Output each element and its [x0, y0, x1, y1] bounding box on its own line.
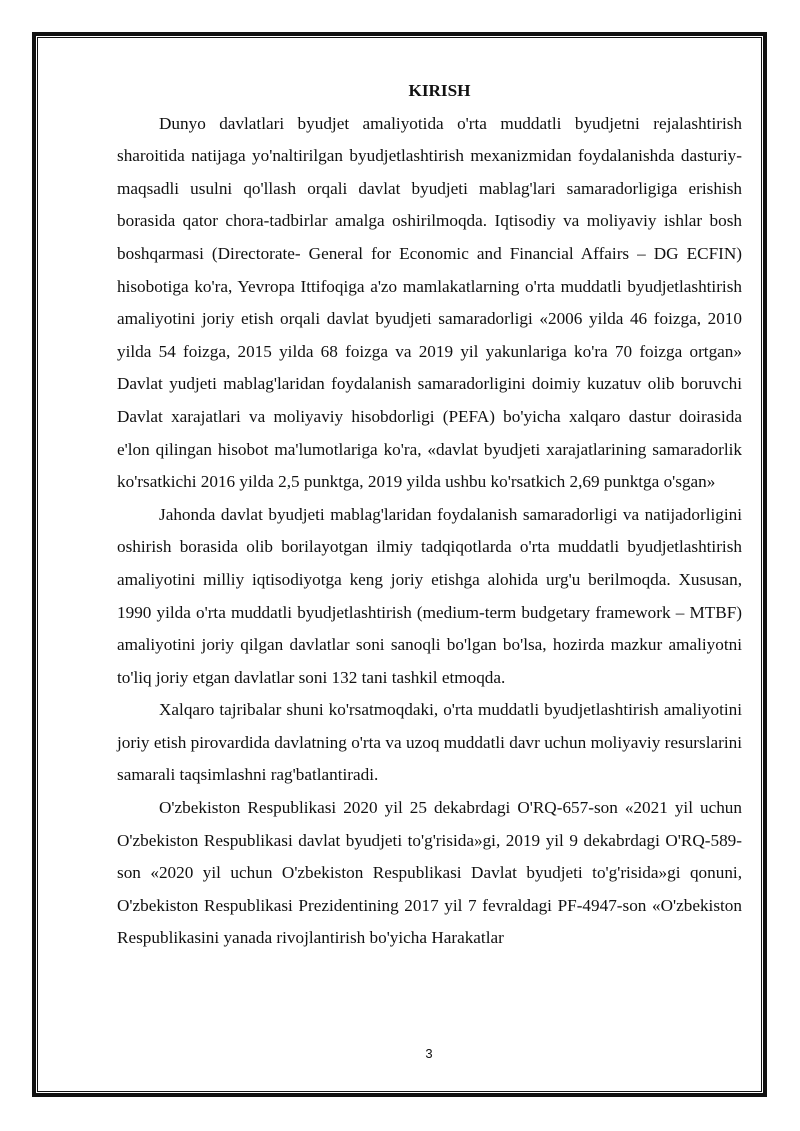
- page-number: 3: [425, 1046, 433, 1061]
- paragraph-1: Dunyo davlatlari byudjet amaliyotida o'rta muddatli byudjetni rejalashtirish sharoitida natijaga yo'naltirilgan byudjetlashtirish mexanizmidan foydalanishda dasturiy-maqsadli usulni qo'llash orqali davlat byudjeti mablag'lari samaradorligiga erishish borasida qator chora-tadbirlar amalga oshirilmoqda. Iqtisodiy va moliyaviy ishlar bosh boshqarmasi (Directorate- General for Economic and Financial Affairs – DG ECFIN) hisobotiga ko'ra, Yevropa Ittifoqiga a'zo mamlakatlarning o'rta muddatli byudjetlashtirish amaliyotini joriy etish orqali davlat byudjeti samaradorligi «2006 yilda 46 foizga, 2010 yilda 54 foizga, 2015 yilda 68 foizga va 2019 yil yakunlariga ko'ra 70 foizga ortgan» Davlat yudjeti mablag'laridan foydalanish samaradorligini doimiy kuzatuv olib boruvchi Davlat xarajatlari va moliyaviy hisobdorligi (PEFA) bo'yicha xalqaro dastur doirasida e'lon qilingan hisobot ma'lumotlariga ko'ra, «davlat byudjeti xarajatlarining samaradorlik ko'rsatkichi 2016 yilda 2,5 punktga, 2019 yilda ushbu ko'rsatkich 2,69 punktga o'sgan»: [117, 113, 742, 492]
- document-title: KIRISH: [408, 81, 471, 100]
- paragraph-2: Jahonda davlat byudjeti mablag'laridan foydalanish samaradorligi va natijadorligini oshirish borasida olib borilayotgan ilmiy tadqiqotlarda o'rta muddatli byudjetlashtirish amaliyotini milliy iqtisodiyotga keng joriy etishga alohida urg'u berilmoqda. Xususan, 1990 yilda o'rta muddatli byudjetlashtirish (medium-term budgetary framework – MTBF) amaliyotini joriy qilgan davlatlar soni sanoqli bo'lgan bo'lsa, hozirda mazkur amaliyotni to'liq joriy etgan davlatlar soni 132 tani tashkil etmoqda.: [117, 504, 742, 687]
- paragraph-3: Xalqaro tajribalar shuni ko'rsatmoqdaki, o'rta muddatli byudjetlashtirish amaliyotini joriy etish pirovardida davlatning o'rta va uzoq muddatli davr uchun moliyaviy resurslarini samarali taqsimlashni rag'batlantiradi.: [117, 700, 742, 785]
- document-body: [117, 75, 742, 955]
- paragraph-4: O'zbekiston Respublikasi 2020 yil 25 dekabrdagi O'RQ-657-son «2021 yil uchun O'zbekiston Respublikasi davlat byudjeti to'g'risida»gi, 2019 yil 9 dekabrdagi O'RQ-589-son «2020 yil uchun O'zbekiston Respublikasi Davlat byudjeti to'g'risida»gi qonuni, O'zbekiston Respublikasi Prezidentining 2017 yil 7 fevraldagi PF-4947-son «O'zbekiston Respublikasini yanada rivojlantirish bo'yicha Harakatlar: [117, 798, 742, 948]
